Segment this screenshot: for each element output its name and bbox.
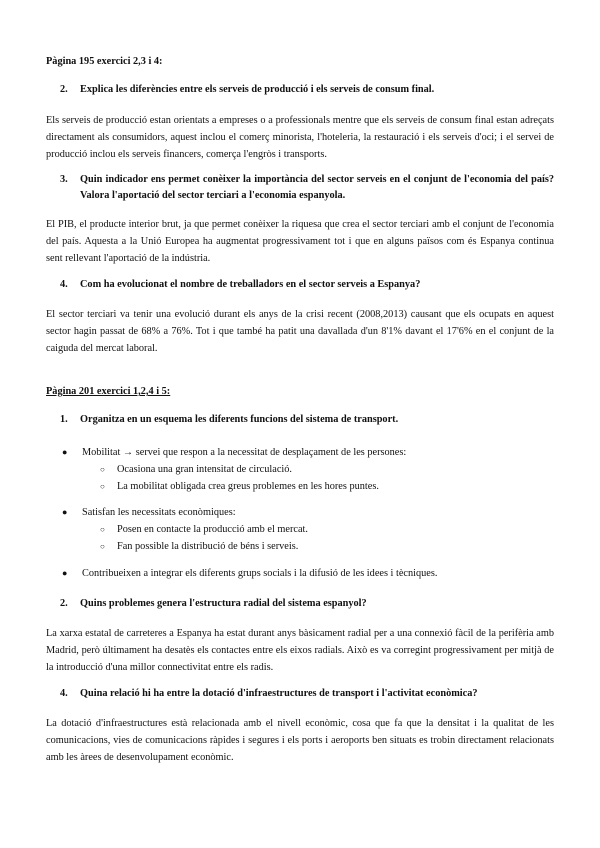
section2-header: Pàgina 201 exercici 1,2,4 i 5: <box>46 386 171 397</box>
section1-header: Pàgina 195 exercici 2,3 i 4: <box>46 56 163 67</box>
question-number: 2. <box>60 84 68 95</box>
circle-bullet-icon: ○ <box>100 542 105 551</box>
circle-bullet-icon: ○ <box>100 525 105 534</box>
answer-4-p201: La dotació d'infraestructures està relacionada amb el nivell econòmic, cosa que fa que la densitat i la qualitat de les comunicacions, vies de comunicacions ràpides i segures i els ports i aeroports ben situats es trobin directament relacionats amb les àrees de desenvolupament econòmic. <box>46 718 554 763</box>
sub-bullet-text: Fan possible la distribució de béns i serveis. <box>117 541 299 552</box>
question-text: Com ha evolucionat el nombre de treballadors en el sector serveis a Espanya? <box>80 279 421 290</box>
question-number: 4. <box>60 279 68 290</box>
sub-bullet-item <box>100 521 308 538</box>
bullet-icon: ● <box>62 447 68 457</box>
bullet-icon: ● <box>62 507 68 517</box>
question-2-p195 <box>60 82 554 98</box>
sub-bullet-item <box>100 461 292 478</box>
circle-bullet-icon: ○ <box>100 482 105 491</box>
bullet-item <box>62 565 437 582</box>
question-text: Explica les diferències entre els serveis de producció i els serveis de consum final. <box>80 84 435 95</box>
answer-3-p195: El PIB, el producte interior brut, ja que permet conèixer la riquesa que crea el sector terciari amb el conjunt de l'economia del país. Aquesta a la Unió Europea ha augmentat progressivament tot i que en alguns països com és Espanya continua sent rellevant l'aportació de la indústria. <box>46 219 554 264</box>
question-text: Quins problemes genera l'estructura radial del sistema espanyol? <box>80 598 367 609</box>
question-text: Quin indicador ens permet conèixer la importància del sector serveis en el conjunt de l'economia del país? Valora l'aportació del sector terciari a l'economia espanyola. <box>80 174 554 201</box>
question-3-p195 <box>60 172 554 204</box>
sub-bullet-text: Posen en contacte la producció amb el mercat. <box>117 524 308 535</box>
question-number: 3. <box>60 174 68 185</box>
answer-2-p195: Els serveis de producció estan orientats a empreses o a professionals mentre que els serveis de consum final estan adreçats directament als consumidors, aquest inclou el comerç minorista, l'hoteleria, la restauració i els serveis d'oci; i el servei de producció inclou els serveis financers, comerça l'engròs i transports. <box>46 115 554 160</box>
answer-4-p195: El sector terciari va tenir una evolució durant els anys de la crisi recent (2008,2013) causant que els ocupats en aquest sector hagin passat de 68% a 76%. Tot i que també ha patit una davallada d'un 8'1% davant el 17'6% en el conjunt de la caiguda del mercat laboral. <box>46 309 554 354</box>
bullet-text: Satisfan les necessitats econòmiques: <box>82 507 236 518</box>
bullet-item <box>62 444 406 461</box>
bullet-item <box>62 504 236 521</box>
bullet-icon: ● <box>62 568 68 578</box>
question-number: 4. <box>60 688 68 699</box>
question-4-p195 <box>60 277 554 293</box>
sub-bullet-text: Ocasiona una gran intensitat de circulació. <box>117 464 292 475</box>
question-2-p201 <box>60 596 554 612</box>
sub-bullet-item <box>100 538 298 555</box>
question-1-p201 <box>60 412 554 428</box>
question-number: 2. <box>60 598 68 609</box>
circle-bullet-icon: ○ <box>100 465 105 474</box>
question-text: Quina relació hi ha entre la dotació d'infraestructures de transport i l'activitat econòmica? <box>80 688 478 699</box>
sub-bullet-text: La mobilitat obligada crea greus problemes en les hores puntes. <box>117 481 379 492</box>
bullet-text: Mobilitat → servei que respon a la necessitat de desplaçament de les persones: <box>82 447 407 458</box>
question-4-p201 <box>60 686 554 702</box>
question-number: 1. <box>60 414 68 425</box>
sub-bullet-item <box>100 478 379 495</box>
bullet-text: Contribueixen a integrar els diferents grups socials i la difusió de les idees i tècniques. <box>82 568 438 579</box>
question-text: Organitza en un esquema les diferents funcions del sistema de transport. <box>80 414 399 425</box>
answer-2-p201: La xarxa estatal de carreteres a Espanya ha estat durant anys bàsicament radial per a una connexió fàcil de la perifèria amb Madrid, però últimament ha desatès els contactes entre els eixos radials. Això es va corregint progressivament per mitjà de la introducció d'una millor connectivitat entre els radis. <box>46 628 554 673</box>
